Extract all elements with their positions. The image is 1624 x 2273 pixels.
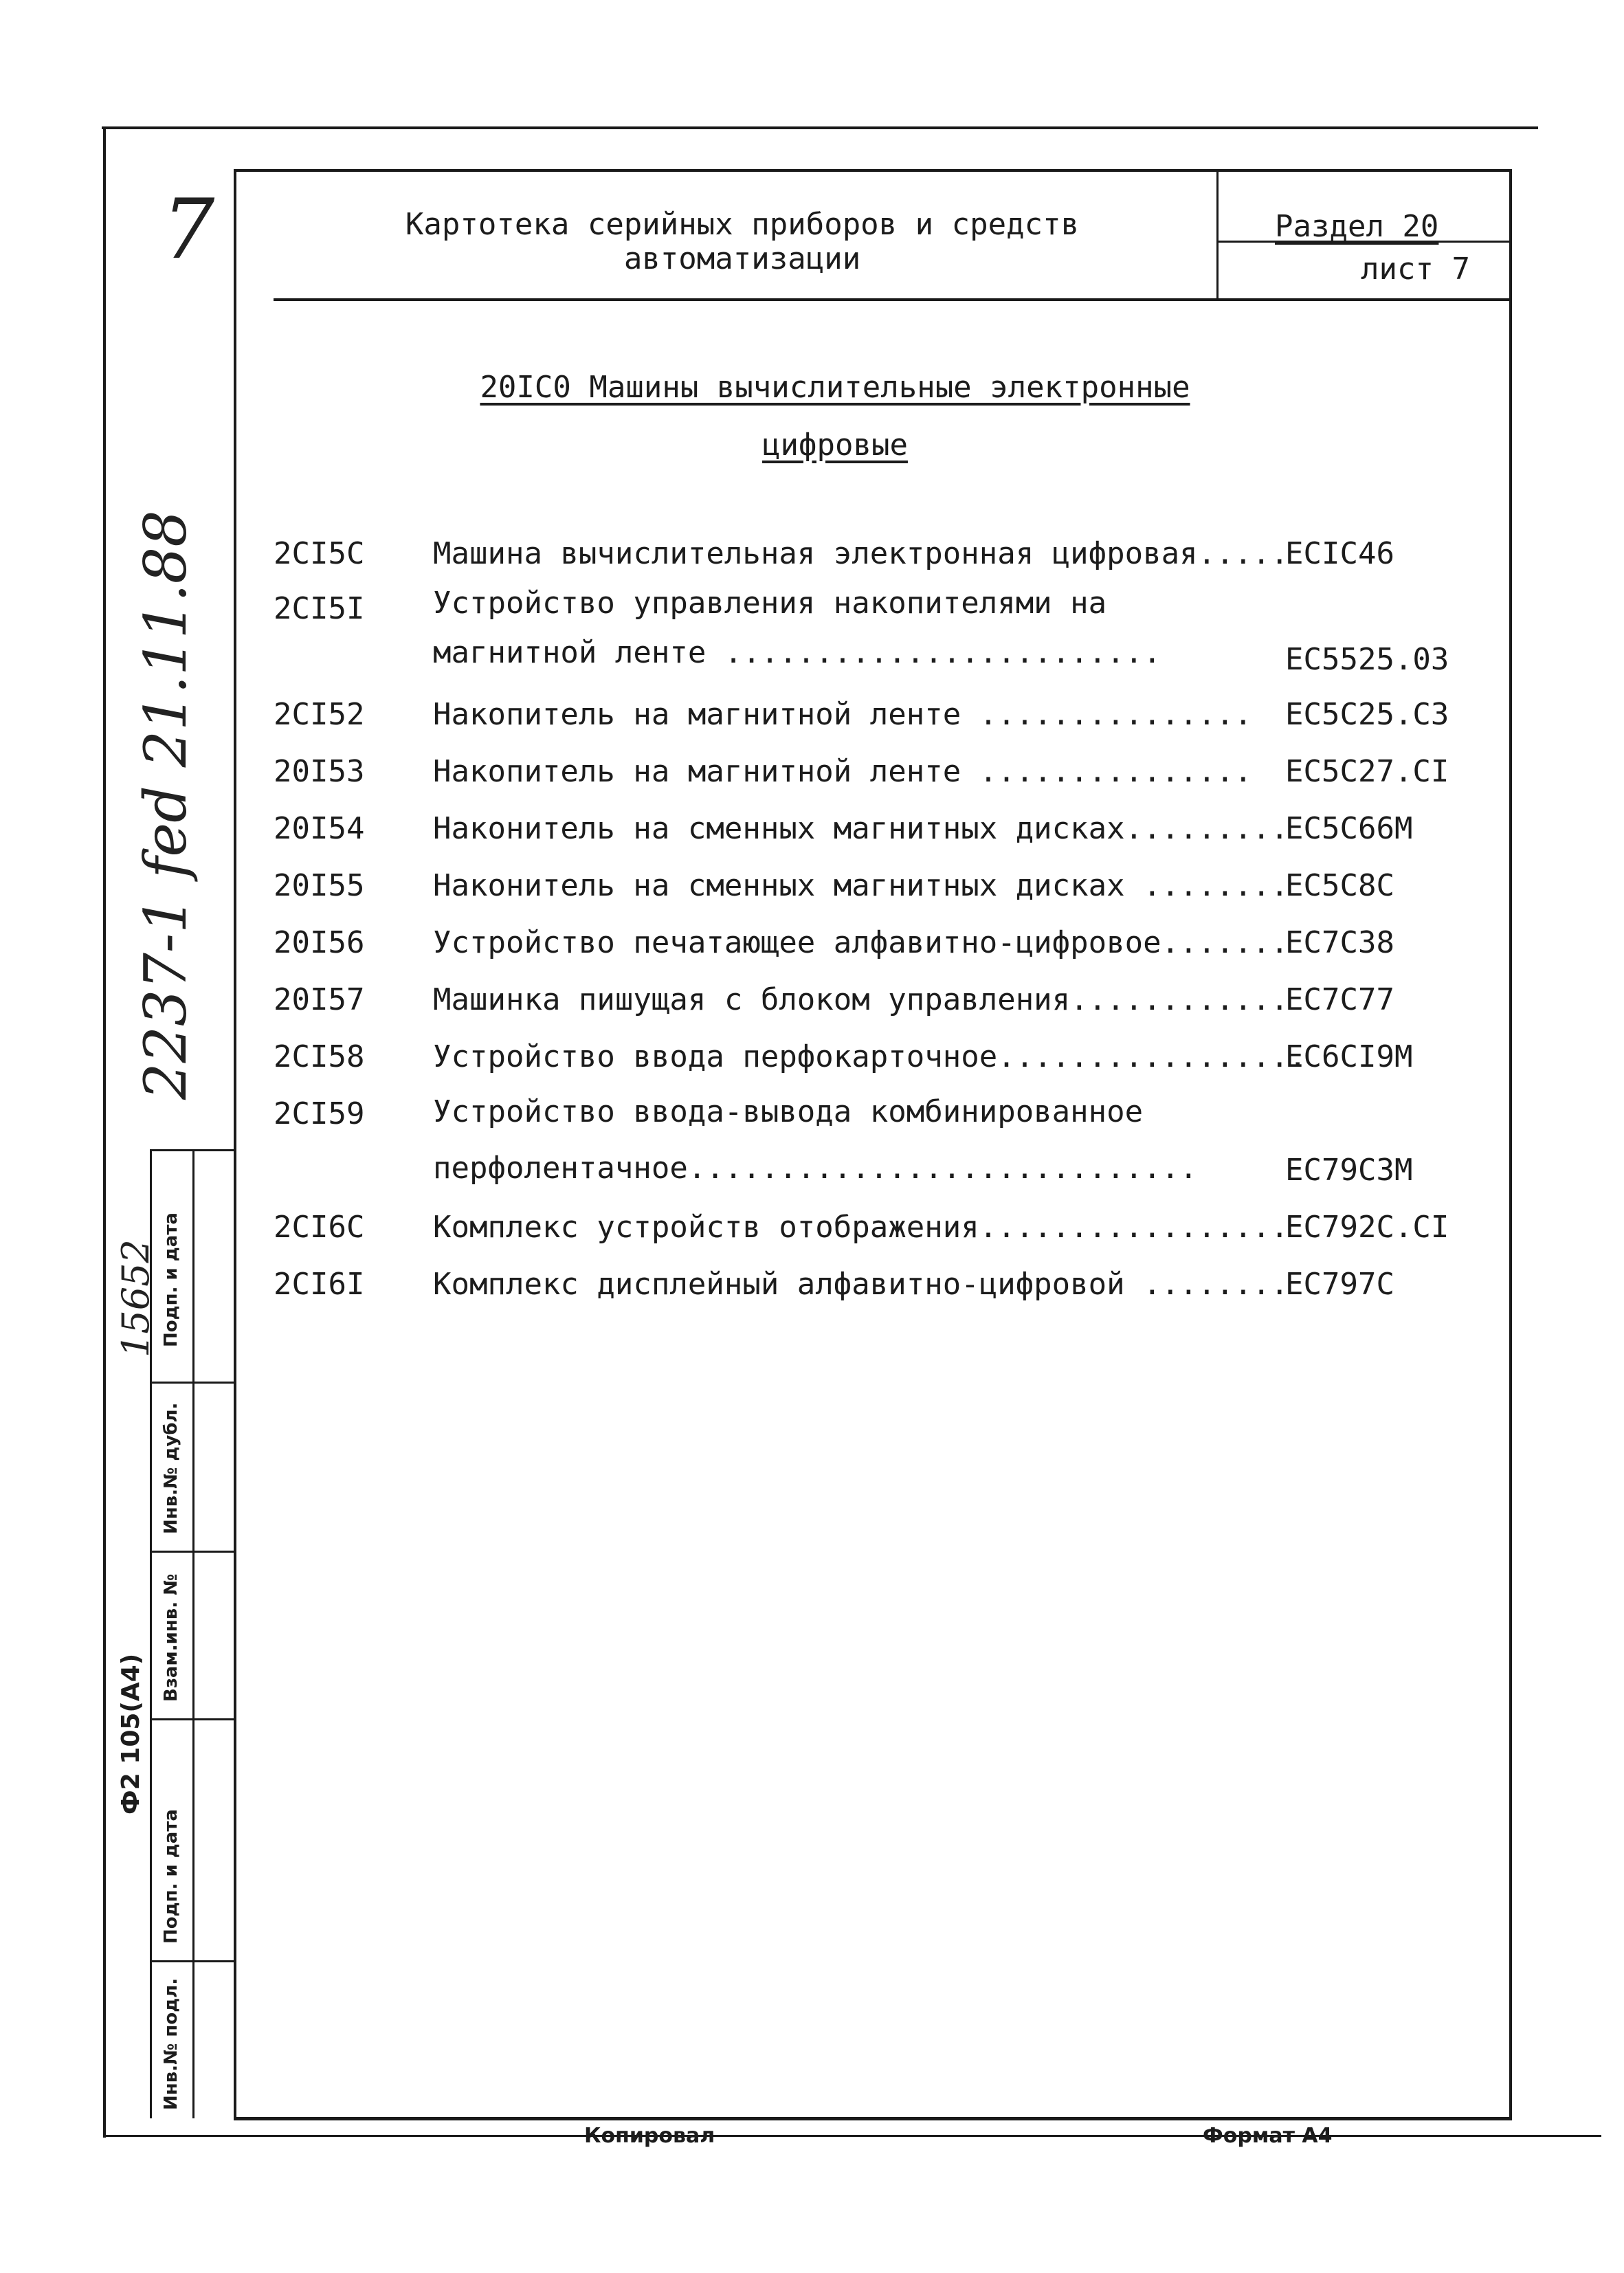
stamp-row2 [150,1551,235,1553]
item-name: Наконитель на сменных магнитных дисках ........ [433,868,1289,903]
header-bottom-line [274,298,1512,301]
item-code: 2CI52 [274,697,365,732]
handwritten-margin-note: 2237-1 fed 21.11.88 [132,510,199,1100]
list-item [274,581,1469,685]
header-title [275,208,1210,276]
item-name: Комплекс устройств отображения................. [433,1210,1289,1245]
stamp-label-inv-dubl: Инв.№ дубл. [161,1402,181,1534]
list-item [274,1257,1469,1312]
item-code: 20I57 [274,982,365,1017]
stamp-top [150,1149,235,1151]
stamp-col-divider [192,1149,194,2118]
top-border-line [102,126,1538,129]
item-name: Комплекс дисплейный алфавитно-цифровой ........ [433,1267,1289,1302]
frame-left [234,169,236,2118]
header-title-line2: автоматизации [623,241,861,276]
item-model: EC5C25.C3 [1285,697,1449,732]
item-name: Накопитель на магнитной ленте ............... [433,697,1253,732]
header-divider [1216,169,1219,301]
item-code: 2CI5C [274,536,365,571]
frame-top [234,169,1512,172]
item-model: EC5C66M [1285,811,1413,846]
stamp-row1 [150,1382,235,1384]
list-item [274,1200,1469,1255]
item-model: EC7C38 [1285,925,1394,960]
footer-copied: Копировал [584,2124,715,2148]
page-number: 7 [162,182,215,278]
list-item [274,687,1469,742]
list-item [274,973,1469,1028]
item-name: Устройство ввода-вывода комбинированное перфолентачное............................ [433,1094,1198,1186]
item-code: 2CI6I [274,1267,365,1302]
stamp-row4 [150,1960,235,1962]
item-model: EC6CI9M [1285,1039,1413,1074]
item-model: EC5C8C [1285,868,1394,903]
item-model: EC7C77 [1285,982,1394,1017]
frame-right [1509,169,1512,2118]
item-code: 20I54 [274,811,365,846]
stamp-label-podp-data-top: Подп. и дата [161,1212,181,1347]
item-name: Устройство ввода перфокарточное................. [433,1039,1307,1074]
stamp-label-podp-data: Подп. и дата [161,1809,181,1944]
frame-bottom [234,2117,1512,2120]
item-model: EC5525.03 [1285,642,1449,677]
item-code: 2CI5I [274,591,365,626]
item-name: Устройство печатающее алфавитно-цифровое....... [433,925,1289,960]
item-code: 2CI6C [274,1210,365,1245]
bottom-outer-border [103,2135,1601,2137]
list-item [274,744,1469,799]
item-model: EC792C.CI [1285,1210,1449,1245]
item-model: EC79C3M [1285,1153,1413,1188]
item-name: Наконитель на сменных магнитных дисках......... [433,811,1289,846]
list-item [274,1030,1469,1085]
list-item [274,526,1469,581]
list-item [274,801,1469,856]
handwritten-signature-note: 15652 [114,1239,157,1357]
sheet-number: лист 7 [1361,252,1470,287]
section-number: Раздел 20 [1275,209,1439,244]
stamp-label-vzam-inv: Взам.инв. № [161,1573,181,1702]
stamp-label-inv-podl: Инв.№ подл. [161,1977,181,2110]
group-heading-line2: цифровые [762,428,908,463]
item-code: 20I56 [274,925,365,960]
header-title-line1: Картотека серийных приборов и средств [405,207,1080,242]
item-code: 2CI59 [274,1096,365,1131]
left-outer-border [103,128,106,2138]
list-item [274,858,1469,913]
item-name: Машинка пишущая с блоком управления............ [433,982,1289,1017]
item-model: EC5C27.CI [1285,754,1449,789]
footer-format: Формат А4 [1203,2124,1333,2148]
form-code: Ф2 105(А4) [117,1653,145,1815]
item-name: Накопитель на магнитной ленте ............... [433,754,1253,789]
item-code: 20I53 [274,754,365,789]
group-heading-line1: 20IC0 Машины вычислительные электронные [480,370,1190,405]
list-item [274,1087,1469,1197]
stamp-row3 [150,1718,235,1720]
item-model: ECIC46 [1285,536,1394,571]
item-model: EC797C [1285,1267,1394,1302]
item-code: 2CI58 [274,1039,365,1074]
item-name: Устройство управления накопителями на магнитной ленте ........................ [433,586,1161,670]
item-code: 20I55 [274,868,365,903]
list-item [274,916,1469,971]
item-name: Машина вычислительная электронная цифровая..... [433,536,1289,571]
